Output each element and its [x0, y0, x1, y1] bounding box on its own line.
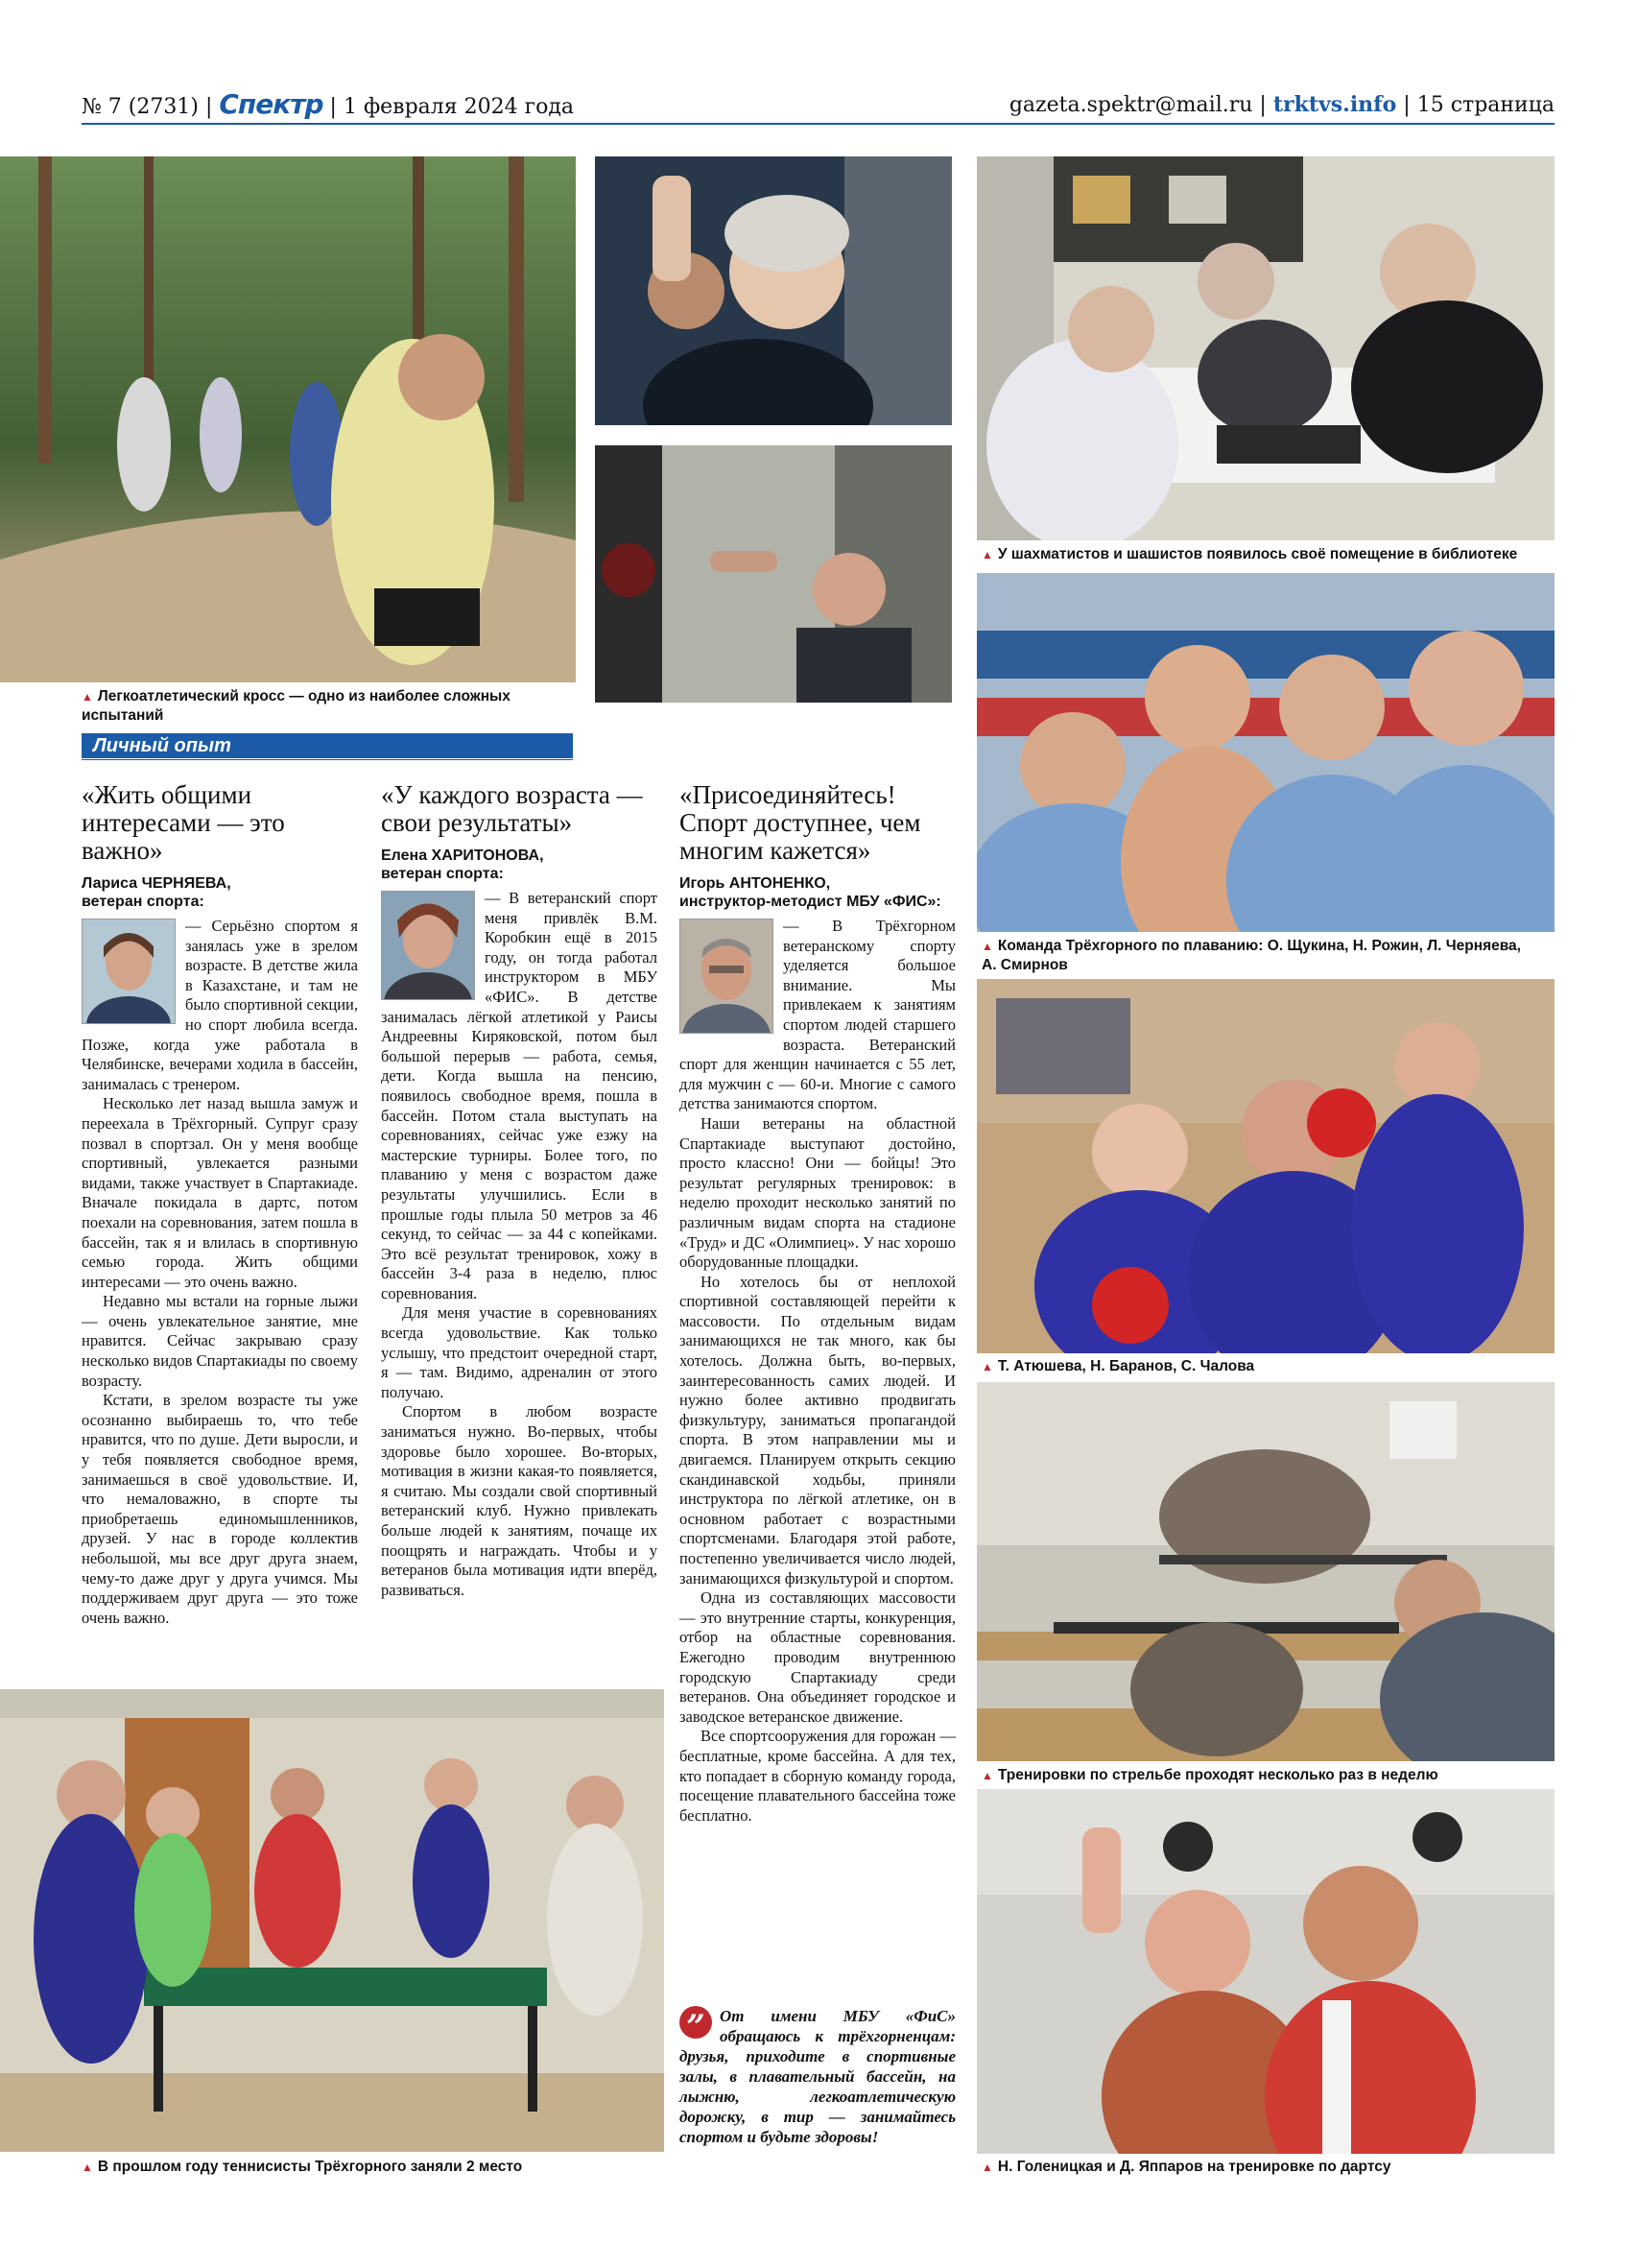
quote-mark-icon: ”: [679, 2006, 712, 2039]
article-3-paragraph: Но хотелось бы от неплохой спортивной составляющей перейти к массовости. По отдельным видам занимающихся не так много, как бы хотелось. Должна быть, во-первых, заинтересованность самих людей. И нужно более активно продвигать физкультуру, заниматься пропагандой спорта. В этом направлении мы и двигаемся. Планируем открыть секцию скандинавской ходьбы, приняли инструктора по лёгкой атлетике, он в основном работает с возрастными спортсменами. Благодаря этой работе, постепенно увеличивается число людей, занимающихся физкультурой и спортом.: [679, 1272, 956, 1588]
article-3-author: Игорь АНТОНЕНКО,: [679, 875, 831, 892]
article-2-body: [381, 889, 657, 1600]
newspaper-logo: Спектр: [219, 88, 323, 120]
caption-shooting: ▲ Тренировки по стрельбе проходят несколько раз в неделю: [982, 1767, 1438, 1783]
article-2-author: Елена ХАРИТОНОВА,: [381, 848, 544, 864]
article-1-body: [82, 917, 358, 1628]
header-left: № 7 (2731) | Спектр | 1 февраля 2024 года: [82, 88, 575, 120]
caption-triangle-icon: ▲: [982, 1769, 993, 1782]
photo-darts-pair: [977, 1789, 1555, 2154]
portrait-chernyaeva: [82, 919, 176, 1024]
article-3-body: [679, 917, 956, 1826]
caption-triangle-icon: ▲: [82, 2161, 93, 2174]
caption-triangle-icon: ▲: [982, 2161, 993, 2174]
article-2: [381, 781, 657, 1600]
article-3-paragraph: Наши ветераны на областной Спартакиаде выступают достойно, просто классно! Они — бойцы! Это результат регулярных тренировок: в неделю проходит несколько занятий по различным видам спорта на стадионе «Труд» и ДС «Олимпиец». У нас хорошо оборудованные площадки.: [679, 1113, 956, 1272]
article-1-author: Лариса ЧЕРНЯЕВА,: [82, 875, 231, 892]
article-3: [679, 781, 956, 1826]
article-1-paragraph: Недавно мы встали на горные лыжи — очень увлекательное занятие, мне нравится. Сейчас закрываю сразу несколько видов Спартакиады по своему возрасту.: [82, 1292, 358, 1390]
caption-triangle-icon: ▲: [982, 548, 993, 561]
caption-tennis-team: ▲ В прошлом году теннисисты Трёхгорного заняли 2 место: [82, 2159, 523, 2175]
site-link[interactable]: trktvs.info: [1272, 92, 1397, 117]
issue-date: 1 февраля 2024 года: [343, 95, 575, 119]
caption-darts-pair: ▲ Н. Голеницкая и Д. Яппаров на тренировке по дартсу: [982, 2159, 1391, 2175]
caption-triangle-icon: ▲: [982, 1360, 993, 1373]
section-title: Личный опыт: [82, 733, 573, 758]
photo-shooting: [977, 1382, 1555, 1761]
photo-tennis-team: [0, 1689, 664, 2152]
issue-number: № 7 (2731): [82, 95, 199, 119]
caption-cross-country: ▲ Легкоатлетический кросс — одно из наиболее сложных испытаний: [82, 688, 510, 724]
article-3-paragraph: Все спортсооружения для горожан — бесплатные, кроме бассейна. А для тех, кто попадает в сборную команду города, посещение плавательного бассейна тоже бесплатно.: [679, 1727, 956, 1825]
article-2-role: ветеран спорта:: [381, 866, 504, 882]
article-2-paragraph: — В ветеранский спорт меня привлёк В.М. Коробкин ещё в 2015 году, он тогда работал инструктором в МБУ «ФИС». В детстве занималась лёгкой атлетикой у Раисы Андреевны Киряковской, потом был большой перерыв — работа, семья, дети. Когда вышла на пенсию, появилось свободное время, пошла в бассейн. Потом стала выступать на соревнованиях, сейчас уже езжу на мастерские турниры. Более того, по плаванию у меня с возрастом даже результаты улучшились. Если в прошлые годы плыла 50 метров за 46 секунд, то сейчас — за 44 с копейками. Это всё результат тренировок, хожу в бассейн 3-4 раза в неделю, плюс соревнования.: [381, 889, 657, 1302]
photo-swim-team: [977, 573, 1555, 932]
portrait-kharitonova: [381, 891, 475, 1000]
article-2-headline: «У каждого возраста — свои результаты»: [381, 780, 643, 837]
article-3-paragraph: Одна из составляющих массовости — это внутренние старты, конкуренция, отбор на областные соревнования. Ежегодно проводим внутреннюю городскую Спартакиаду среди ветеранов. Она объединяет городское и заводское ветеранское движение.: [679, 1588, 956, 1726]
article-1-role: ветеран спорта:: [82, 894, 204, 910]
pull-quote-text: От имени МБУ «ФиС» обращаюсь к трёхгорненцам: друзья, приходите в спортивные залы, в плавательный бассейн, на лыжню, легкоатлетическую дорожку, в тир — занимайтесь спортом и будьте здоровы!: [679, 2007, 956, 2146]
caption-triangle-icon: ▲: [982, 940, 993, 953]
article-3-headline: «Присоединяйтесь! Спорт доступнее, чем многим кажется»: [679, 780, 921, 865]
pull-quote: [679, 2006, 956, 2147]
article-3-role: инструктор-методист МБУ «ФИС»:: [679, 894, 941, 910]
article-1: [82, 781, 358, 1628]
caption-chess: ▲ У шахматистов и шашистов появилось своё помещение в библиотеке: [982, 546, 1518, 562]
email-link[interactable]: gazeta.spektr@mail.ru: [1009, 93, 1253, 117]
caption-table-tennis-trio: ▲ Т. Атюшева, Н. Баранов, С. Чалова: [982, 1358, 1255, 1374]
article-1-paragraph: — Серьёзно спортом я занялась уже в зрелом возрасте. В детстве жила в Казахстане, и там не было спортивной секции, но спорт любила всегда. Позже, когда уже работала в Челябинске, вечерами ходила в бассейн, занималась с тренером.: [82, 917, 358, 1093]
article-2-paragraph: Спортом в любом возрасте заниматься нужно. Во-первых, чтобы здоровье было хорошее. Во-вторых, мотивация в жизни какая-то появляется, я считаю. Мы создали свой спортивный ветеранский клуб. Нужно привлекать больше людей к занятиям, почаще их поощрять и награждать. Чтобы и у ветеранов была мотивация идти вперёд, развиваться.: [381, 1402, 657, 1599]
section-rule: [82, 759, 573, 760]
portrait-antonenko: [679, 919, 773, 1034]
article-3-paragraph: — В Трёхгорном ветеранскому спорту уделяется большое внимание. Мы привлекаем к занятиям спортом людей старшего возраста. Ветеранский спорт для женщин начинается с 55 лет, для мужчин с — 60-и. Многие с самого детства занимаются спортом.: [679, 917, 956, 1113]
article-1-paragraph: Кстати, в зрелом возрасте ты уже осознанно выбираешь то, что тебе нравится, что по душе. Дети выросли, и у тебя появляется свободное время, занимаешься в своё удовольствие. И, что немаловажно, в спорте ты приобретаешь единомышленников, друзей. У нас в городе коллектив небольшой, мы все друг друга знаем, чему-то даже друг у друга учимся. Мы поддерживаем друг друга — это тоже очень важно.: [82, 1391, 358, 1627]
photo-cross-country: [0, 156, 576, 682]
article-2-paragraph: Для меня участие в соревнованиях всегда удовольствие. Как только услышу, что предстоит очередной старт, я — там. Видимо, адреналин от этого получаю.: [381, 1303, 657, 1401]
photo-darts-man: [595, 445, 952, 703]
photo-table-tennis-trio: [977, 979, 1555, 1353]
page-number: 15 страница: [1416, 93, 1555, 117]
article-1-headline: «Жить общими интересами — это важно»: [82, 780, 285, 865]
header-rule: [82, 123, 1555, 125]
article-1-paragraph: Несколько лет назад вышла замуж и переехала в Трёхгорный. Супруг сразу позвал в спортзал. Он у меня вообще спортивный, увлекается разными видами, также участвует в Спартакиаде. Вначале покидала в дартс, потом поехали на соревнования, затем пошла в бассейн, так я и влилась в спортивную семью города. Жить общими интересами — это очень важно.: [82, 1094, 358, 1291]
caption-swim-team: ▲ Команда Трёхгорного по плаванию: О. Щукина, Н. Рожин, Л. Черняева, А. Смирнов: [982, 938, 1521, 973]
photo-darts-woman: [595, 156, 952, 425]
page-header: [82, 90, 1555, 123]
header-right: gazeta.spektr@mail.ru | trktvs.info | 15 страница: [1009, 92, 1555, 117]
photo-chess: [977, 156, 1555, 540]
caption-triangle-icon: ▲: [82, 690, 93, 704]
